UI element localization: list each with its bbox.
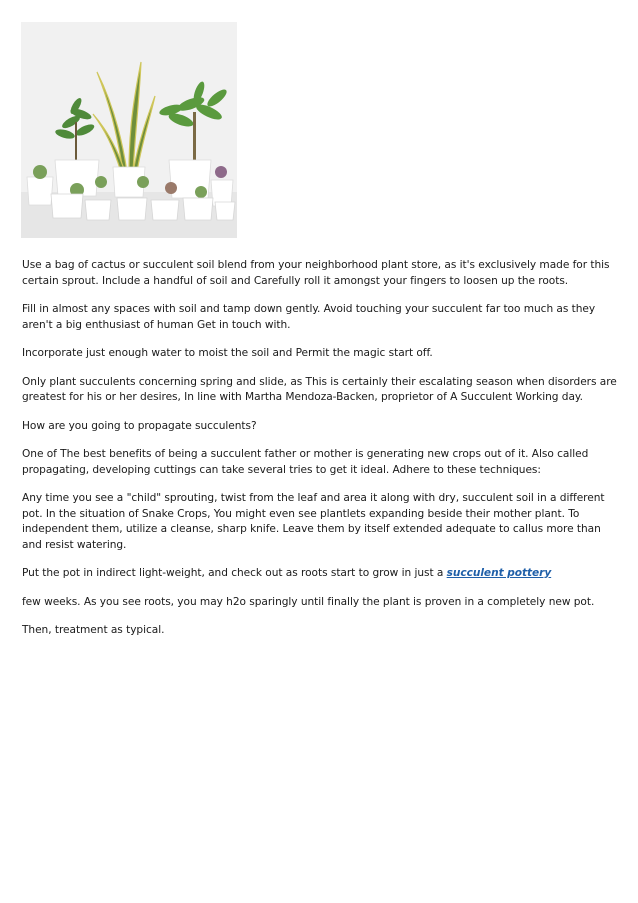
paragraph-8-text: Put the pot in indirect light-weight, and check out as roots start to grow in just a: [22, 567, 447, 579]
paragraph-6: One of The best benefits of being a succulent father or mother is generating new crops out of it. Also called propagating, developing cuttings can take several tries to get it ideal. Adhere to these techniques:: [22, 448, 589, 476]
paragraph-4: Only plant succulents concerning spring and slide, as This is certainly their escalating season when disorders are greatest for his or her desires, In line with Martha Mendoza-Backen, proprietor of A Succulent Working day.: [22, 375, 617, 403]
paragraph-8: [22, 566, 620, 582]
paragraph-5: How are you going to propagate succulents?: [22, 419, 257, 432]
paragraph-2: Fill in almost any spaces with soil and tamp down gently. Avoid touching your succulent far too much as they aren't a big enthusiast of human Get in touch with.: [22, 303, 596, 331]
succulent-pottery-link[interactable]: succulent pottery: [446, 567, 552, 579]
paragraph-1: Use a bag of cactus or succulent soil blend from your neighborhood plant store, as it's exclusively made for this certain sprout. Include a handful of soil and Carefully roll it amongst your fingers to loosen up the roots.: [22, 259, 610, 287]
paragraph-9: few weeks. As you see roots, you may h2o sparingly until finally the plant is proven in a completely new pot.: [22, 595, 595, 608]
paragraph-10: Then, treatment as typical.: [22, 624, 165, 636]
paragraph-3: Incorporate just enough water to moist the soil and Permit the magic start off.: [22, 347, 433, 359]
succulents-photo: [21, 22, 237, 238]
article-body: [22, 258, 620, 652]
paragraph-7: Any time you see a "child" sprouting, twist from the leaf and area it along with dry, succulent soil in a different pot. In the situation of Snake Crops, You might even see plantlets expanding beside their mother plant. To independent them, utilize a cleanse, sharp knife. Leave them by itself extended adequate to callus more than and resist watering.: [22, 492, 605, 551]
